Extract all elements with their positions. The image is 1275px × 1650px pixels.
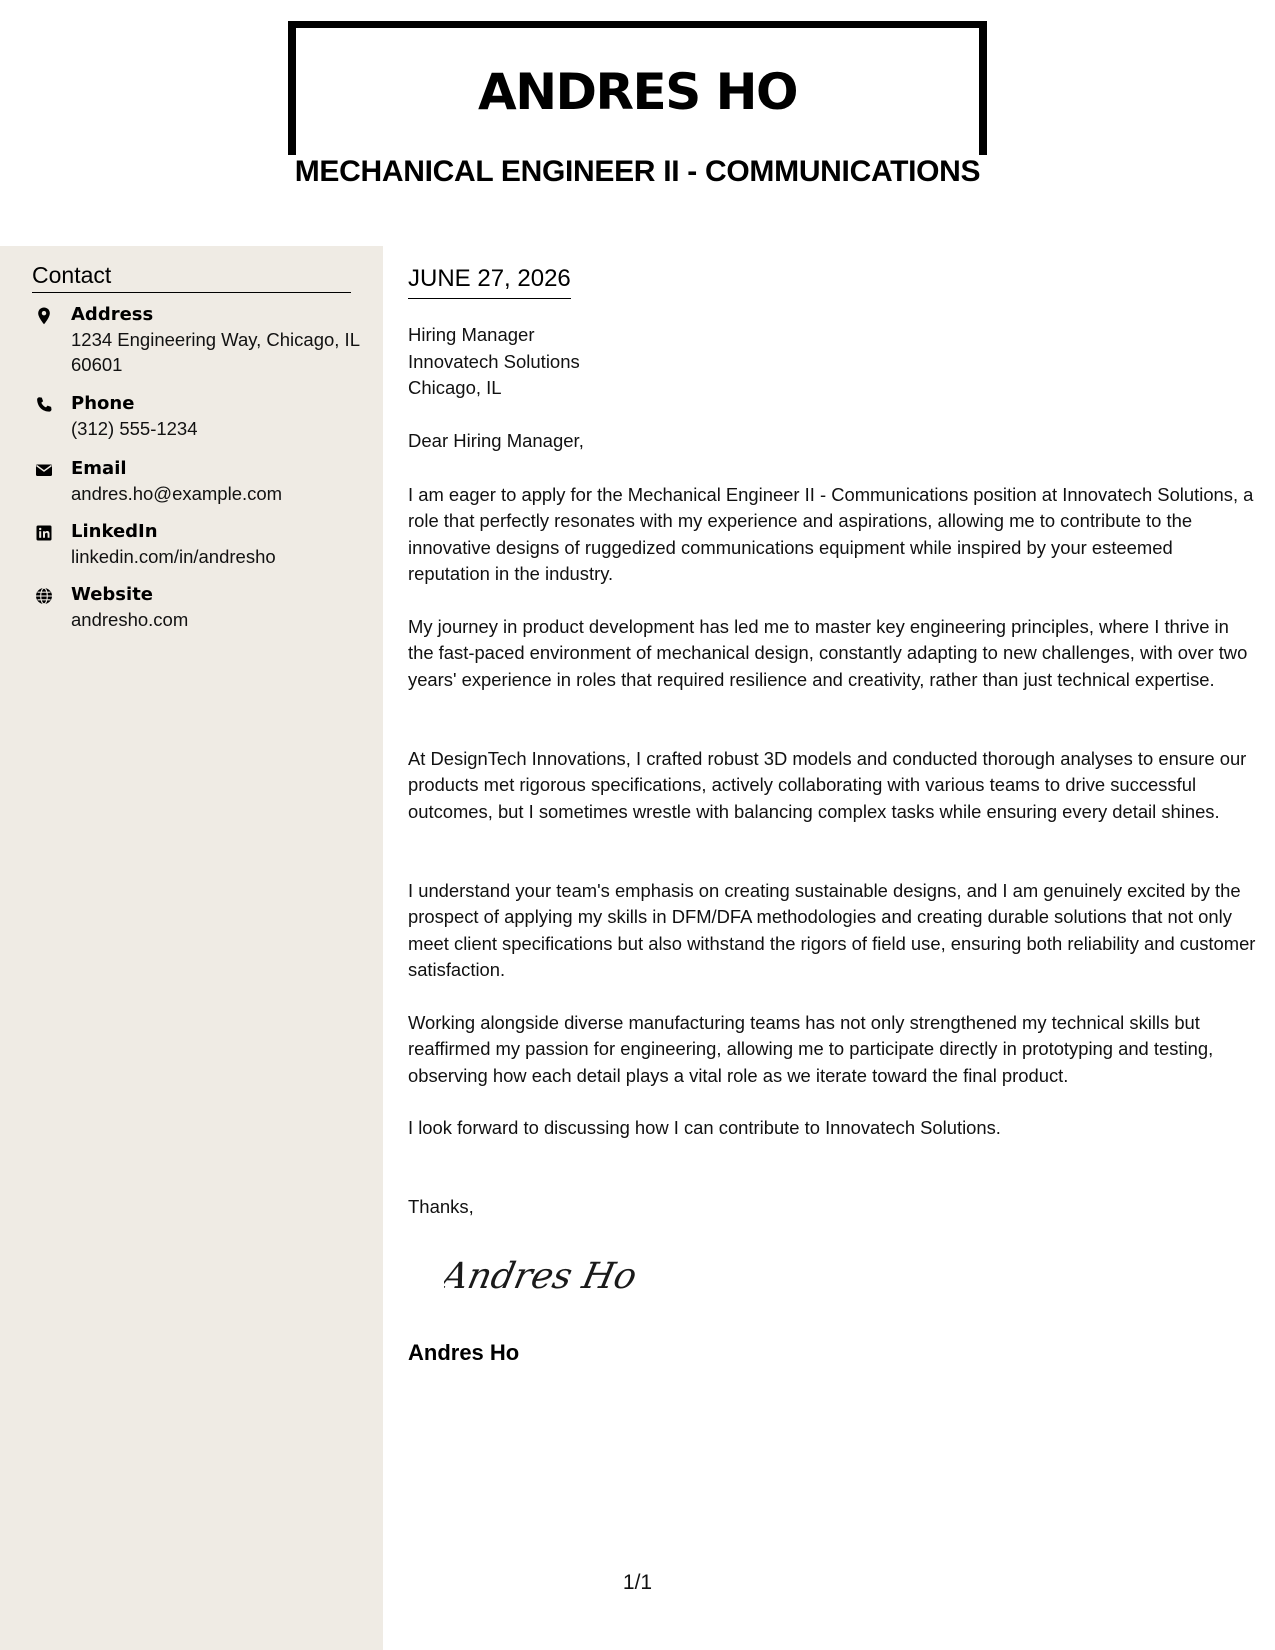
closing: Thanks, [408,1196,474,1217]
body-paragraph: At DesignTech Innovations, I crafted robust 3D models and conducted thorough analyses to ensure our products met rigorous specifications, actively collaborating with various teams to drive successful outcomes, but I sometimes wrestle with balancing complex tasks while ensuring every detail shines. [408,748,1247,822]
recipient-title: Hiring Manager [408,324,535,345]
applicant-name: ANDRES HO [478,63,797,121]
contact-label: Website [71,584,154,605]
recipient-location: Chicago, IL [408,377,502,398]
svg-text:Andres Ho: Andres Ho [444,1254,641,1297]
handwritten-signature [444,1250,644,1302]
contact-value-email: andres.ho@example.com [71,483,283,504]
envelope-icon [34,460,54,480]
job-title: MECHANICAL ENGINEER II - COMMUNICATIONS [294,155,981,188]
greeting: Dear Hiring Manager, [408,430,584,451]
recipient-company: Innovatech Solutions [408,350,580,372]
body-paragraph: Working alongside diverse manufacturing teams has not only strengthened my technical skills but reaffirmed my passion for engineering, allowing me to participate directly in prototyping and testing, observing how each detail plays a vital role as we iterate toward the final product. [408,1012,1214,1086]
page-number: 1/1 [622,1571,653,1594]
contact-value-website: andresho.com [71,609,189,630]
letter-date: JUNE 27, 2026 [408,264,571,299]
contact-label: LinkedIn [71,521,158,542]
contact-label: Email [71,458,127,479]
recipient-block [408,322,580,402]
linkedin-icon [34,523,54,543]
globe-icon [34,586,54,606]
body-paragraph: I understand your team's emphasis on creating sustainable designs, and I am genuinely excited by the prospect of applying my skills in DFM/DFA methodologies and creating durable solutions that not only meet client specifications but also withstand the rigors of field use, ensuring both reliability and customer satisfaction. [408,880,1256,981]
contact-heading: Contact [32,260,351,293]
body-paragraph: I look forward to discussing how I can contribute to Innovatech Solutions. [408,1117,1001,1138]
contact-label: Phone [71,393,135,414]
contact-sidebar [0,246,383,1650]
phone-icon [34,395,54,415]
contact-value-phone: (312) 555-1234 [71,418,198,439]
contact-label: Address [71,304,154,325]
body-paragraph: My journey in product development has led me to master key engineering principles, where I thrive in the fast-paced environment of mechanical design, constantly adapting to new challenges, with over two years' experience in roles that required resilience and creativity, rather than just technical expertise. [408,616,1248,690]
contact-value-address: 1234 Engineering Way, Chicago, IL 60601 [71,329,360,375]
contact-value-linkedin: linkedin.com/in/andresho [71,546,276,567]
signer-name: Andres Ho [408,1340,520,1365]
body-paragraph: I am eager to apply for the Mechanical Engineer II - Communications position at Innovatech Solutions, a role that perfectly resonates with my experience and aspirations, allowing me to contribute to the innovative designs of ruggedized communications equipment while inspired by your esteemed reputation in the industry. [408,484,1254,585]
map-pin-icon [34,306,54,326]
